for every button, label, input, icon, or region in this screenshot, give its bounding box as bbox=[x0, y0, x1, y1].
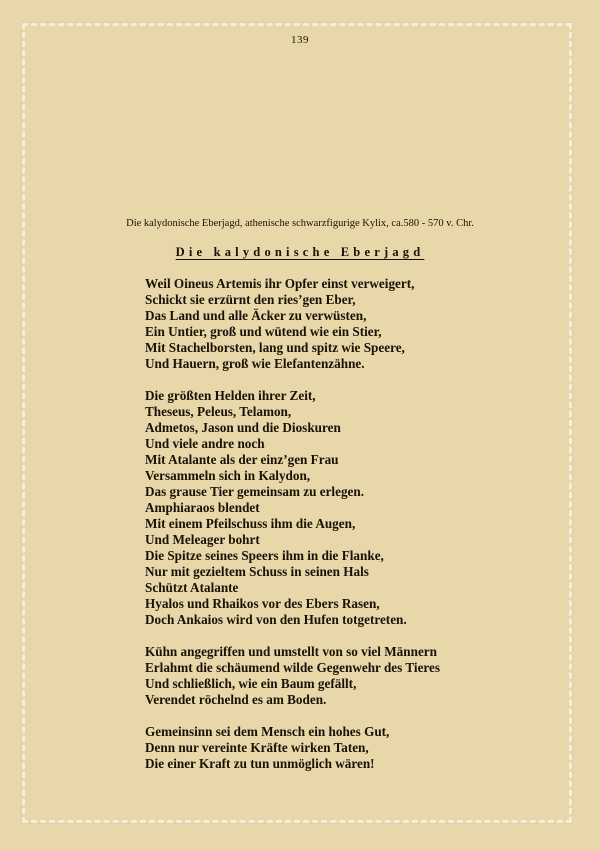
poem-line: Die einer Kraft zu tun unmöglich wären! bbox=[145, 756, 375, 771]
poem-line: Erlahmt die schäumend wilde Gegenwehr des Tieres bbox=[145, 660, 441, 675]
poem-stanza bbox=[145, 388, 440, 628]
poem-line: Admetos, Jason und die Dioskuren bbox=[145, 420, 341, 435]
poem-line: Die größten Helden ihrer Zeit, bbox=[145, 388, 316, 403]
poem-line: Amphiaraos blendet bbox=[145, 500, 260, 515]
poem-line: Weil Oineus Artemis ihr Opfer einst verweigert, bbox=[145, 276, 415, 291]
poem-stanza bbox=[145, 276, 440, 372]
poem-line: Theseus, Peleus, Telamon, bbox=[145, 404, 292, 419]
poem-line: Mit Atalante als der einz’gen Frau bbox=[145, 452, 339, 467]
poem-line: Die Spitze seines Speers ihm in die Flanke, bbox=[145, 548, 384, 563]
image-caption: Die kalydonische Eberjagd, athenische schwarzfigurige Kylix, ca.580 - 570 v. Chr. bbox=[126, 218, 474, 229]
poem-line: Und viele andre noch bbox=[145, 436, 265, 451]
poem-line: Das grause Tier gemeinsam zu erlegen. bbox=[145, 484, 365, 499]
poem-line: Mit Stachelborsten, lang und spitz wie Speere, bbox=[145, 340, 405, 355]
poem-line: Doch Ankaios wird von den Hufen totgetreten. bbox=[145, 612, 407, 627]
poem-stanza bbox=[145, 724, 440, 772]
poem-line: Kühn angegriffen und umstellt von so viel Männern bbox=[145, 644, 437, 659]
poem-line: Versammeln sich in Kalydon, bbox=[145, 468, 311, 483]
poem-line: Und schließlich, wie ein Baum gefällt, bbox=[145, 676, 357, 691]
poem-line: Nur mit gezieltem Schuss in seinen Hals bbox=[145, 564, 369, 579]
poem-body bbox=[145, 276, 440, 788]
poem-line: Denn nur vereinte Kräfte wirken Taten, bbox=[145, 740, 369, 755]
poem-title: Die kalydonische Eberjagd bbox=[175, 245, 425, 259]
poem-line: Das Land und alle Äcker zu verwüsten, bbox=[145, 308, 367, 323]
poem-line: Schützt Atalante bbox=[145, 580, 239, 595]
page-number: 139 bbox=[291, 34, 309, 46]
poem-line: Gemeinsinn sei dem Mensch ein hohes Gut, bbox=[145, 724, 390, 739]
poem-line: Hyalos und Rhaikos vor des Ebers Rasen, bbox=[145, 596, 380, 611]
poem-line: Mit einem Pfeilschuss ihm die Augen, bbox=[145, 516, 356, 531]
poem-line: Und Hauern, groß wie Elefantenzähne. bbox=[145, 356, 365, 371]
poem-line: Verendet röchelnd es am Boden. bbox=[145, 692, 327, 707]
poem-line: Und Meleager bohrt bbox=[145, 532, 260, 547]
poem-stanza bbox=[145, 644, 440, 708]
poem-line: Schickt sie erzürnt den ries’gen Eber, bbox=[145, 292, 356, 307]
poem-line: Ein Untier, groß und wütend wie ein Stier, bbox=[145, 324, 382, 339]
